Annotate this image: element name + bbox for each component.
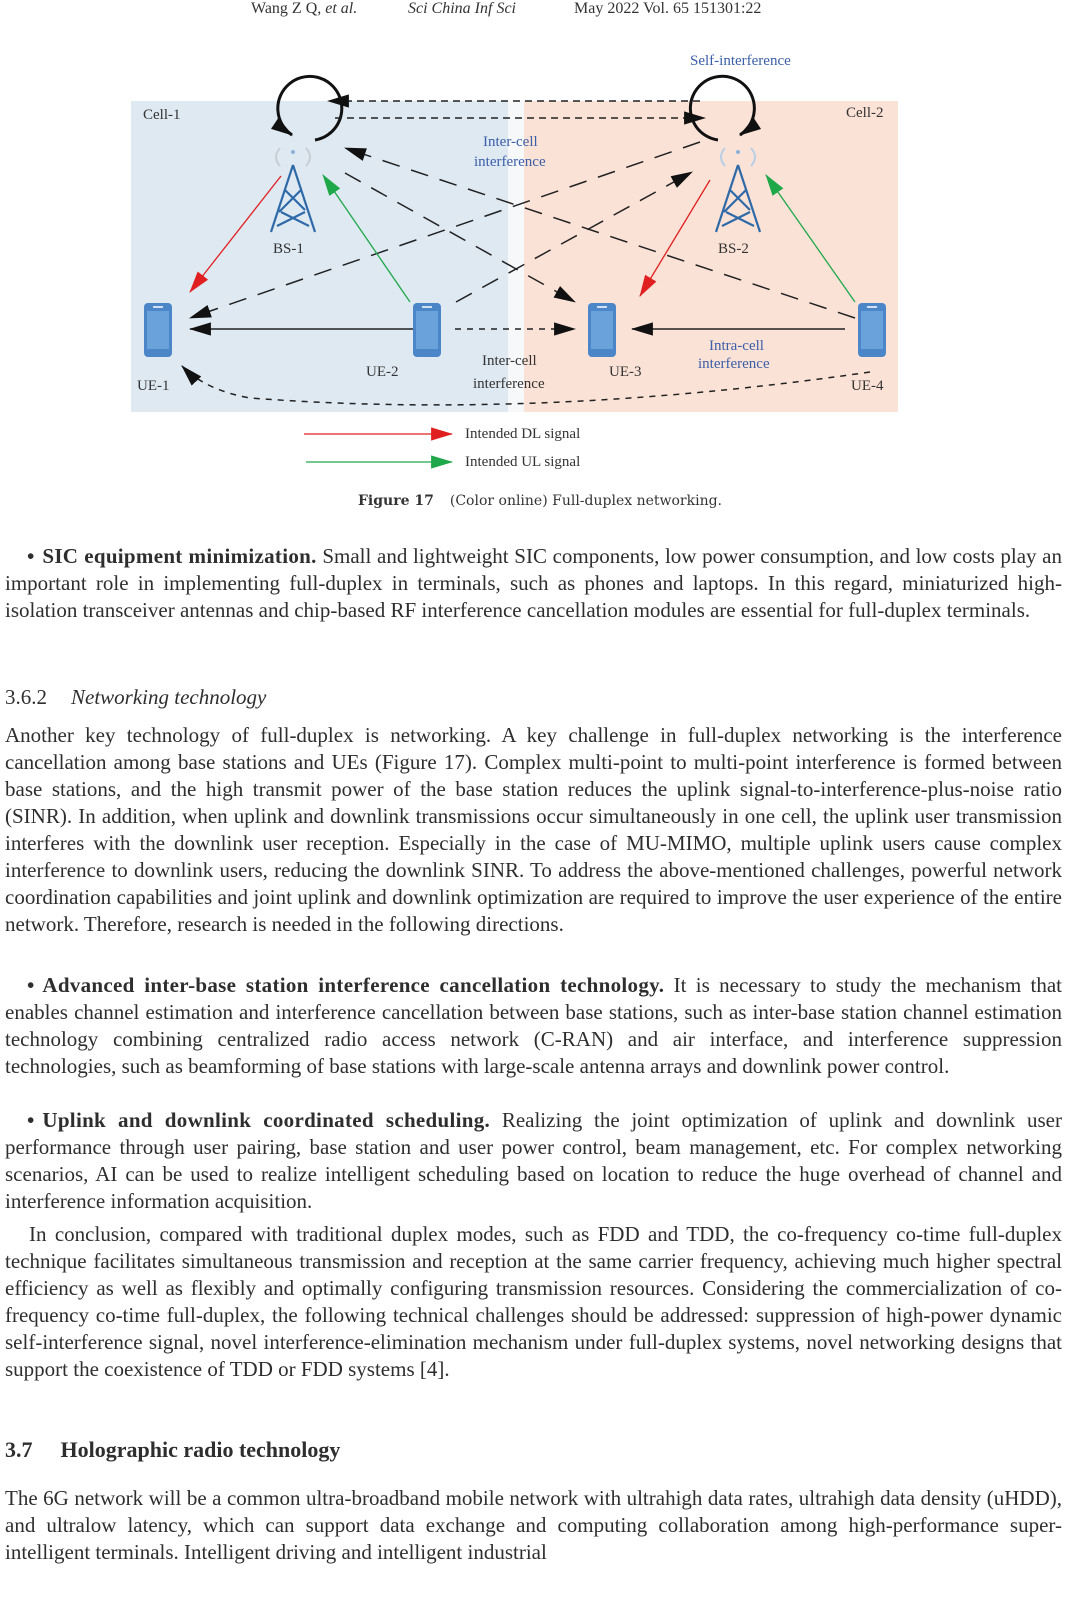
label-bs-1: BS-1 [273, 241, 304, 257]
label-inter-cell-bottom-1: Inter-cell [482, 353, 537, 369]
bullet-advanced-title: Advanced inter-base station interference cancellation technology. [42, 973, 665, 997]
subsection-title: Networking technology [71, 685, 267, 709]
section-number: 3.7 [5, 1437, 33, 1462]
bullet-uplink-title: Uplink and downlink coordinated scheduling. [42, 1108, 491, 1132]
caption-text: (Color online) Full-duplex networking. [449, 493, 723, 509]
section-title: Holographic radio technology [60, 1437, 341, 1462]
label-intra-cell-1: Intra-cell [709, 338, 764, 354]
bullet-advanced-text: It is necessary to study the mechanism that enables channel estimation and interference cancellation between base stations, such as inter-base station channel estimation technology combining centralized radio access network (C-RAN) and air interface, and interference suppression technologies, such as beamforming of base stations with large-scale antenna arrays and downlink power control. [5, 973, 1062, 1078]
label-self-interference: Self-interference [690, 53, 791, 69]
bullet-uplink-text: Realizing the joint optimization of uplink and downlink user performance through user pairing, base station and user power control, beam management, etc. For complex networking scenarios, AI can be used to realize intelligent scheduling based on location to reduce the huge overhead of channel and interference information acquisition. [5, 1108, 1062, 1213]
label-cell-1: Cell-1 [143, 107, 181, 123]
label-ue-3: UE-3 [609, 364, 642, 380]
label-cell-2: Cell-2 [846, 105, 884, 121]
label-inter-cell-bottom-2: interference [473, 376, 545, 392]
label-bs-2: BS-2 [718, 241, 749, 257]
running-head [0, 0, 1080, 22]
paragraph-holographic [5, 1485, 1062, 1566]
section-heading-3-7 [5, 1436, 1062, 1463]
subsection-heading-3-6-2 [5, 684, 1062, 711]
legend-dl-label: Intended DL signal [465, 426, 581, 442]
label-ue-2: UE-2 [366, 364, 399, 380]
caption-number: Figure 17 [357, 493, 434, 509]
label-inter-cell-top-1: Inter-cell [483, 134, 538, 150]
bullet-uplink-downlink: • Uplink and downlink coordinated scheduling. Realizing the joint optimization of uplink and downlink user performance through user pairing, base station and user power control, beam management, etc. For complex networking scenarios, AI can be used to realize intelligent scheduling based on location to reduce the huge overhead of channel and interference information acquisition. [5, 1108, 1062, 1213]
paragraph-conclusion [5, 1221, 1062, 1383]
paragraph-networking [5, 722, 1062, 938]
bullet-sic-title: SIC equipment minimization. [42, 544, 317, 568]
subsection-number: 3.6.2 [5, 685, 47, 709]
bullet-sic-equipment: • SIC equipment minimization. Small and lightweight SIC components, low power consumption, and low costs play an important role in implementing full-duplex in terminals, such as phones and laptops. In this regard, miniaturized high-isolation transceiver antennas and chip-based RF interference cancellation modules are essential for full-duplex terminals. [5, 544, 1063, 622]
ue3-phone-icon [588, 303, 616, 357]
cell-1-area [131, 101, 521, 412]
running-head-journal: Sci China Inf Sci [408, 0, 516, 17]
figure-caption [0, 493, 1080, 509]
ue1-phone-icon [144, 303, 172, 357]
bullet-advanced-inter-bs: • Advanced inter-base station interference cancellation technology. It is necessary to study the mechanism that enables channel estimation and interference cancellation between base stations, such as inter-base station channel estimation technology combining centralized radio access network (C-RAN) and air interface, and interference suppression technologies, such as beamforming of base stations with large-scale antenna arrays and downlink power control. [5, 973, 1062, 1078]
label-inter-cell-top-2: interference [474, 154, 546, 170]
figure-17 [0, 40, 1080, 520]
running-head-authors: Wang Z Q, et al. [251, 0, 358, 17]
paragraph-networking-text: Another key technology of full-duplex is networking. A key challenge in full-duplex networking is the interference cancellation among base stations and UEs (Figure 17). Complex multi-point to multi-point interference is formed between base stations, and the high transmit power of the base station reduces the uplink signal-to-interference-plus-noise ratio (SINR). In addition, when uplink and downlink transmissions occur simultaneously in one cell, the uplink user transmission interferes with the downlink user reception. Especially in the case of MU-MIMO, multiple uplink users cause complex interference to downlink users, reducing the downlink SINR. To address the above-mentioned challenges, powerful network coordination capabilities and joint uplink and downlink optimization are required to improve the user experience of the entire network. Therefore, research is needed in the following directions. [5, 723, 1062, 936]
bullet-sic-text: Small and lightweight SIC components, low power consumption, and low costs play an important role in implementing full-duplex in terminals, such as phones and laptops. In this regard, miniaturized high-isolation transceiver antennas and chip-based RF interference cancellation modules are essential for full-duplex terminals. [5, 544, 1063, 622]
ue4-phone-icon [858, 303, 886, 357]
paragraph-holographic-text: The 6G network will be a common ultra-broadband mobile network with ultrahigh data rates, ultrahigh data density (uHDD), and ultralow latency, which can support data exchange and computing collaboration among high-performance super-intelligent terminals. Intelligent driving and intelligent industrial [5, 1486, 1062, 1564]
label-intra-cell-2: interference [698, 356, 770, 372]
ue2-phone-icon [413, 303, 441, 357]
label-ue-1: UE-1 [137, 378, 170, 394]
legend-ul-label: Intended UL signal [465, 454, 581, 470]
label-ue-4: UE-4 [851, 378, 884, 394]
paragraph-conclusion-text: In conclusion, compared with traditional duplex modes, such as FDD and TDD, the co-frequency co-time full-duplex technique facilitates simultaneous transmission and reception at the same carrier frequency, achieving much higher spectral efficiency as well as flexibly and optimally configuring transmission resources. Considering the commercialization of co-frequency co-time full-duplex, the following technical challenges should be addressed: suppression of high-power dynamic self-interference signal, novel interference-elimination mechanism under full-duplex systems, novel networking designs that support the coexistence of TDD or FDD systems [4]. [5, 1222, 1062, 1381]
running-head-issue: May 2022 Vol. 65 151301:22 [574, 0, 762, 17]
